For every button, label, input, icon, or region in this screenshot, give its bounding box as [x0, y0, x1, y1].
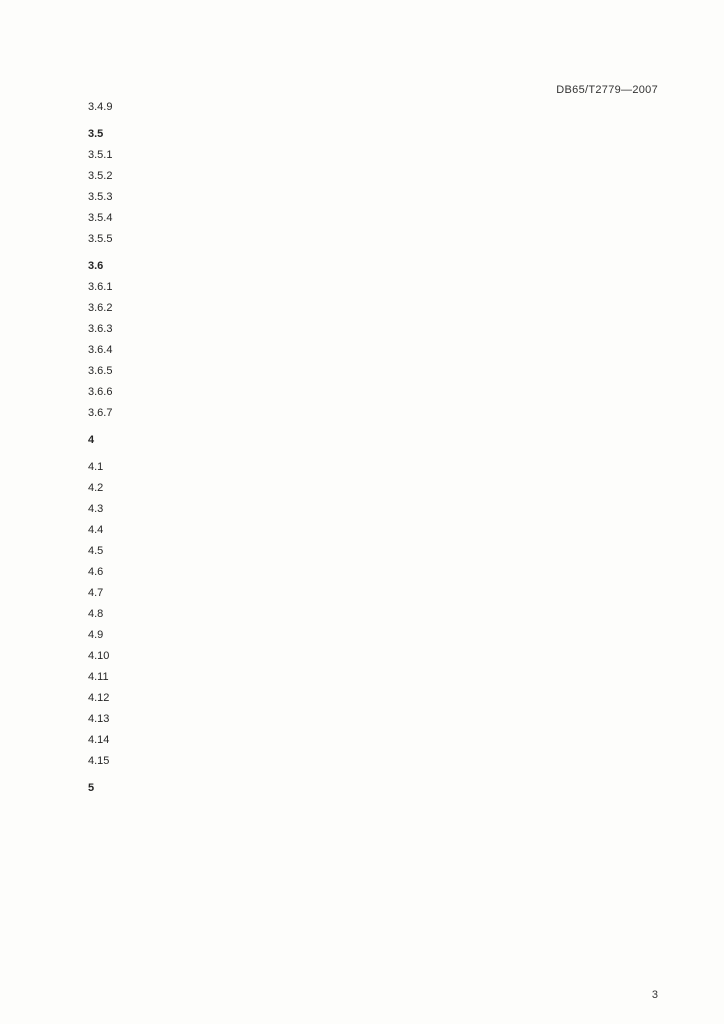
clause [88, 361, 658, 382]
section-heading [88, 256, 658, 277]
clause [88, 520, 658, 541]
clause [88, 229, 658, 250]
clause [88, 187, 658, 208]
clause-number: 3.5.3 [88, 191, 113, 203]
clause-number: 4.3 [88, 503, 104, 515]
clause [88, 403, 658, 424]
clause-number: 4.1 [88, 461, 104, 473]
clause-number: 4.4 [88, 524, 104, 536]
clause [88, 604, 658, 625]
clause [88, 277, 658, 298]
clause-number: 3.6.7 [88, 407, 113, 419]
clause [88, 730, 658, 751]
clause-number: 3.6.4 [88, 344, 113, 356]
clause [88, 145, 658, 166]
clause [88, 562, 658, 583]
clause [88, 709, 658, 730]
clause-number: 4.14 [88, 734, 110, 746]
clause [88, 478, 658, 499]
clause-number: 4.2 [88, 482, 104, 494]
clause-number: 3.6.1 [88, 281, 113, 293]
section-heading [88, 778, 658, 799]
clause [88, 97, 658, 118]
section-heading [88, 124, 658, 145]
document-body [88, 97, 658, 799]
clause [88, 208, 658, 229]
standard-code: DB65/T2779—2007 [556, 84, 658, 96]
clause-number: 4.7 [88, 587, 104, 599]
clause-number: 3.4.9 [88, 101, 113, 113]
clause-number: 3.6.6 [88, 386, 113, 398]
clause [88, 688, 658, 709]
clause-number: 4.9 [88, 629, 104, 641]
clause-number: 4.8 [88, 608, 104, 620]
page-number: 3 [651, 989, 658, 1001]
clause-number: 3.5.1 [88, 149, 113, 161]
clause-number: 3.5.5 [88, 233, 113, 245]
clause [88, 499, 658, 520]
clause-number: 4 [88, 434, 95, 446]
clause [88, 319, 658, 340]
clause [88, 751, 658, 772]
clause-number: 4.15 [88, 755, 110, 767]
clause-number: 3.6 [88, 260, 104, 272]
clause-number: 3.5.2 [88, 170, 113, 182]
clause-number: 3.5.4 [88, 212, 113, 224]
clause [88, 541, 658, 562]
clause [88, 625, 658, 646]
clause [88, 382, 658, 403]
clause [88, 340, 658, 361]
clause [88, 166, 658, 187]
section-heading [88, 430, 658, 451]
clause-number: 3.6.5 [88, 365, 113, 377]
clause-number: 3.6.3 [88, 323, 113, 335]
clause-number: 4.10 [88, 650, 110, 662]
clause-number: 3.5 [88, 128, 104, 140]
clause [88, 457, 658, 478]
clause-number: 4.11 [88, 671, 109, 683]
clause-number: 3.6.2 [88, 302, 113, 314]
clause [88, 583, 658, 604]
clause [88, 667, 658, 688]
clause-number: 5 [88, 782, 95, 794]
clause [88, 646, 658, 667]
clause-number: 4.12 [88, 692, 110, 704]
clause-number: 4.13 [88, 713, 110, 725]
clause-number: 4.5 [88, 545, 104, 557]
clause-number: 4.6 [88, 566, 104, 578]
clause [88, 298, 658, 319]
